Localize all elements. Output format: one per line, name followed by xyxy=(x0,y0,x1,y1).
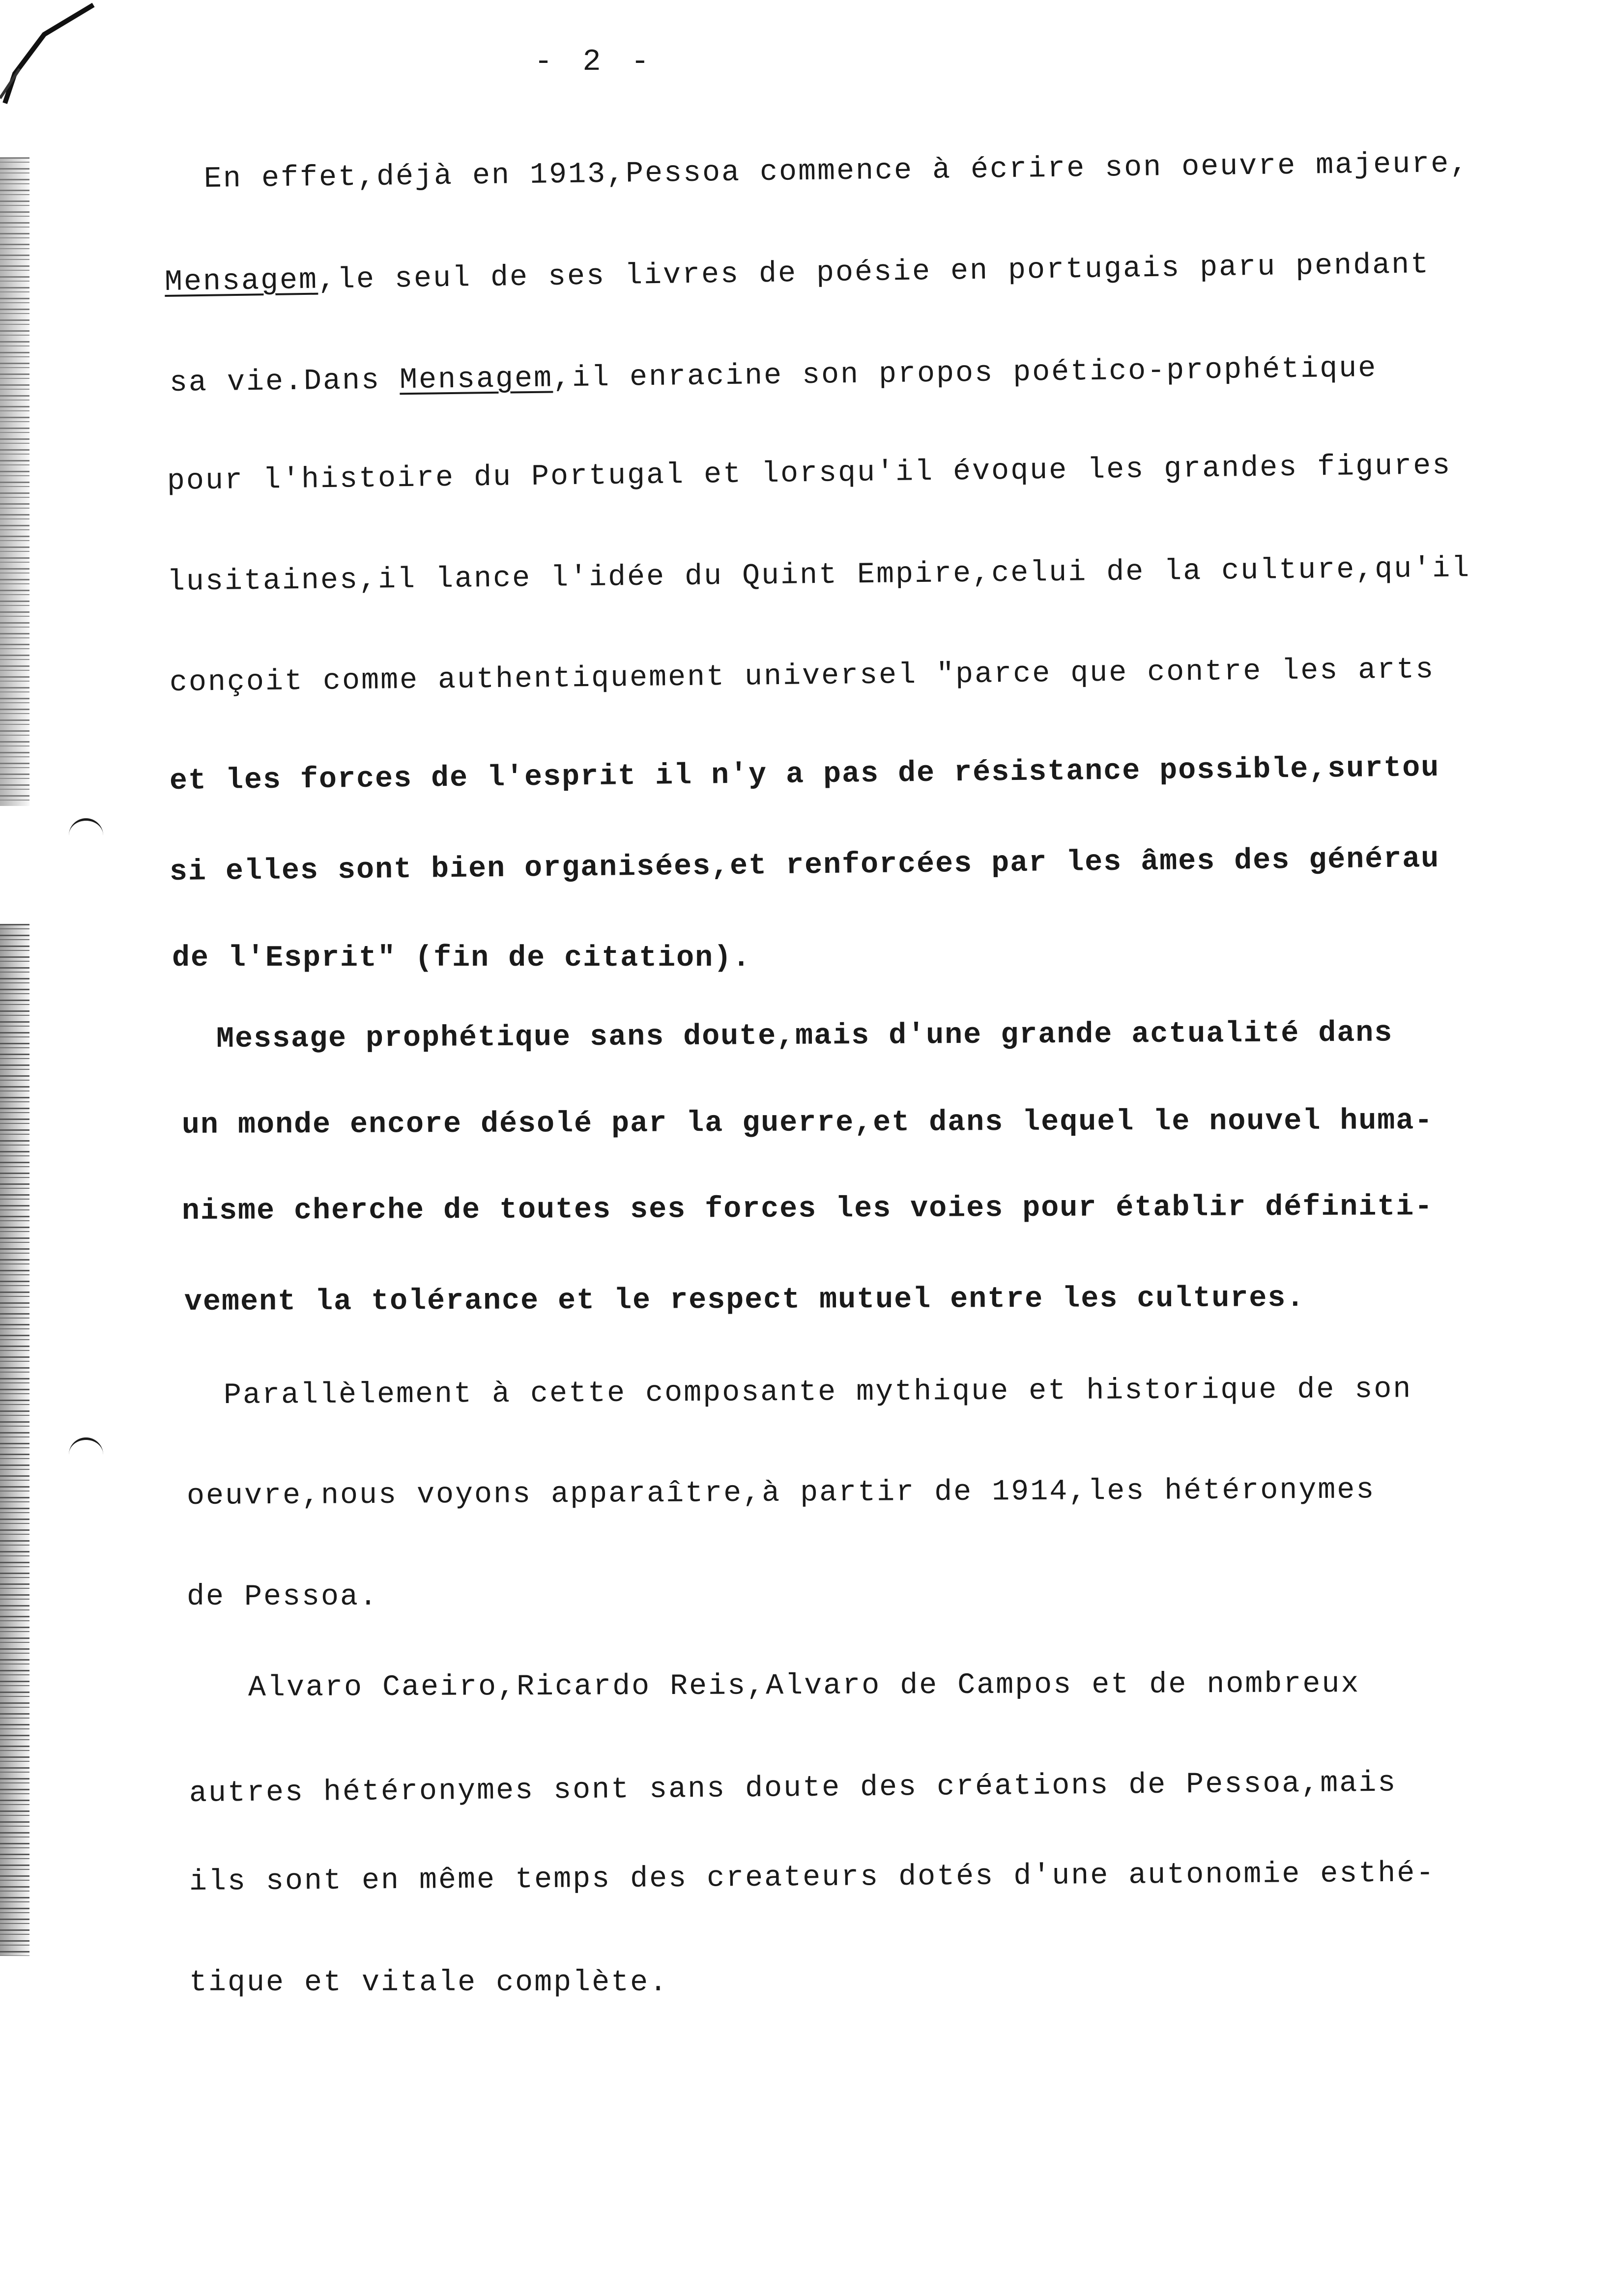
text-line-18: autres hétéronymes sont sans doute des créations de Pessoa,mais xyxy=(189,1766,1397,1810)
punch-hole-mark-upper xyxy=(69,818,103,840)
text-line-14: Parallèlement à cette composante mythique et historique de son xyxy=(223,1373,1412,1412)
text-line-5: lusitaines,il lance l'idée du Quint Empire,celui de la culture,qu'il xyxy=(167,552,1471,599)
title-mensagem: Mensagem xyxy=(164,263,318,299)
text-line-19: ils sont en même temps des createurs dotés d'une autonomie esthé- xyxy=(189,1857,1436,1899)
line-text: ,il enracine son propos poético-prophétique xyxy=(552,351,1378,396)
text-line-6: conçoit comme authentiquement universel "parce que contre les arts xyxy=(169,653,1435,700)
title-mensagem: Mensagem xyxy=(399,362,553,398)
line-text: sa vie.Dans xyxy=(169,364,400,400)
scan-edge-noise-lower xyxy=(0,924,29,1956)
text-line-16: de Pessoa. xyxy=(187,1580,379,1614)
page-number: - 2 - xyxy=(534,44,656,79)
text-line-1: En effet,déjà en 1913,Pessoa commence à écrire son oeuvre majeure, xyxy=(203,147,1469,196)
text-line-20: tique et vitale complète. xyxy=(189,1966,669,2000)
text-line-8: si elles sont bien organisées,et renforcées par les âmes des générau xyxy=(169,842,1440,889)
text-line-15: oeuvre,nous voyons apparaître,à partir de 1914,les hétéronymes xyxy=(186,1473,1376,1513)
punch-hole-mark-lower xyxy=(69,1437,103,1460)
text-line-2 xyxy=(165,248,1430,300)
text-line-9: de l'Esprit" (fin de citation). xyxy=(172,942,751,975)
text-line-12: nisme cherche de toutes ses forces les voies pour établir définiti- xyxy=(181,1190,1434,1228)
text-line-10: Message prophétique sans doute,mais d'une grande actualité dans xyxy=(216,1016,1393,1056)
text-line-3 xyxy=(170,351,1378,401)
text-line-4: pour l'histoire du Portugal et lorsqu'il évoque les grandes figures xyxy=(167,449,1452,498)
text-line-17: Alvaro Caeiro,Ricardo Reis,Alvaro de Campos et de nombreux xyxy=(248,1667,1360,1705)
text-line-13: vement la tolérance et le respect mutuel entre les cultures. xyxy=(184,1282,1305,1319)
text-line-7: et les forces de l'esprit il n'y a pas de résistance possible,surtou xyxy=(169,751,1440,798)
line-text: ,le seul de ses livres de poésie en portugais paru pendant xyxy=(317,248,1430,297)
text-line-11: un monde encore désolé par la guerre,et dans lequel le nouvel huma- xyxy=(181,1104,1434,1142)
scan-edge-noise-upper xyxy=(0,157,29,806)
